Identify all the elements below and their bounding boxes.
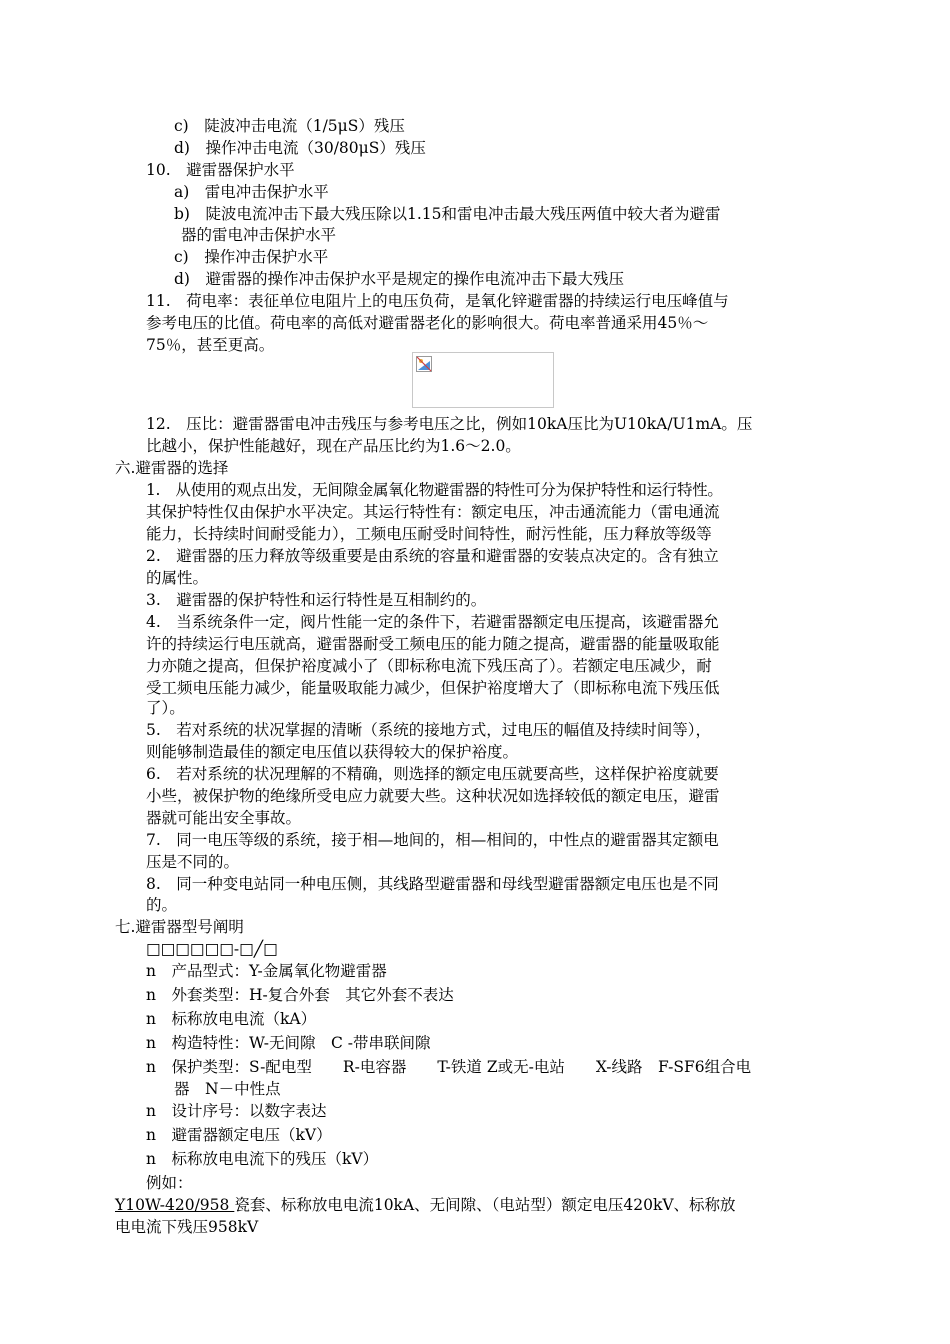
item-10-heading: 10. 避雷器保护水平: [146, 161, 295, 179]
line-a-lightning-level: a) 雷电冲击保护水平: [174, 183, 329, 201]
example-line-1: [115, 1195, 736, 1215]
line-d-switching-level: d) 避雷器的操作冲击保护水平是规定的操作电流冲击下最大残压: [174, 270, 624, 288]
sec6-item-3: 3. 避雷器的保护特性和运行特性是互相制约的。: [146, 591, 487, 609]
model-housing-type: n 外套类型：H-复合外套 其它外套不表达: [146, 986, 454, 1004]
sec6-item-5-cont: 则能够制造最佳的额定电压值以获得较大的保护裕度。: [146, 743, 519, 761]
sec6-item-4-cont-3: 受工频电压能力减少，能量吸取能力减少，但保护裕度增大了（即标称电流下残压低: [146, 679, 720, 697]
item-12-cont: 比越小，保护性能越好，现在产品压比约为1.6～2.0。: [146, 437, 521, 455]
sec6-item-6-cont-1: 小些，被保护物的绝缘所受电应力就要大些。这种状况如选择较低的额定电压，避雷: [146, 787, 720, 805]
model-pattern: □□□□□□-□╱□: [146, 940, 278, 958]
sec6-item-1: 1. 从使用的观点出发，无间隙金属氧化物避雷器的特性可分为保护特性和运行特性。: [146, 481, 723, 499]
item-11-cont-2: 75％，甚至更高。: [146, 336, 275, 354]
sec6-item-2: 2. 避雷器的压力释放等级重要是由系统的容量和避雷器的安装点决定的。含有独立: [146, 547, 719, 565]
model-rated-voltage: n 避雷器额定电压（kV）: [146, 1126, 332, 1144]
sec6-item-6: 6. 若对系统的状况理解的不精确，则选择的额定电压就要高些，这样保护裕度就要: [146, 765, 719, 783]
item-11-charge-rate: 11. 荷电率：表征单位电阻片上的电压负荷，是氧化锌避雷器的持续运行电压峰值与: [146, 292, 729, 310]
line-c-steep-wave: c) 陡波冲击电流（1/5μS）残压: [174, 117, 405, 135]
sec6-item-1-cont-2: 能力，长持续时间耐受能力），工频电压耐受时间特性，耐污性能，压力释放等级等: [146, 525, 712, 543]
line-d-switching: d) 操作冲击电流（30/80μS）残压: [174, 139, 426, 157]
section-6-heading: 六.避雷器的选择: [115, 459, 229, 477]
item-11-cont-1: 参考电压的比值。荷电率的高低对避雷器老化的影响很大。荷电率普通采用45％～: [146, 314, 709, 332]
sec6-item-2-cont: 的属性。: [146, 569, 209, 587]
line-b-steep-level: b) 陡波电流冲击下最大残压除以1.15和雷电冲击最大残压两值中较大者为避雷: [174, 205, 721, 223]
sec6-item-5: 5. 若对系统的状况掌握的清晰（系统的接地方式，过电压的幅值及持续时间等），: [146, 721, 712, 739]
sec6-item-1-cont-1: 其保护特性仅由保护水平决定。其运行特性有：额定电压，冲击通流能力（雷电通流: [146, 503, 720, 521]
sec6-item-4: 4. 当系统条件一定，阀片性能一定的条件下，若避雷器额定电压提高，该避雷器允: [146, 613, 719, 631]
section-7-heading: 七.避雷器型号阐明: [115, 918, 244, 936]
sec6-item-4-cont-2: 力亦随之提高，但保护裕度减小了（即标称电流下残压高了）。若额定电压减少，耐: [146, 657, 712, 675]
example-label: 例如：: [146, 1174, 193, 1192]
item-12-voltage-ratio: 12. 压比：避雷器雷电冲击残压与参考电压之比，例如10kA压比为U10kA/U1mA。压: [146, 415, 753, 433]
sec6-item-8-cont: 的。: [146, 896, 178, 914]
example-line-2: 电电流下残压958kV: [115, 1218, 259, 1236]
line-b-cont: 器的雷电冲击保护水平: [181, 226, 337, 244]
sec6-item-8: 8. 同一种变电站同一种电压侧，其线路型避雷器和母线型避雷器额定电压也是不同: [146, 875, 719, 893]
model-design-serial: n 设计序号：以数字表达: [146, 1102, 327, 1120]
sec6-item-7-cont: 压是不同的。: [146, 853, 240, 871]
sec6-item-7: 7. 同一电压等级的系统，接于相—地间的，相—相间的，中性点的避雷器其定额电: [146, 831, 719, 849]
line-c-switching-level: c) 操作冲击保护水平: [174, 248, 329, 266]
model-nominal-current: n 标称放电电流（kA）: [146, 1010, 317, 1028]
sec6-item-4-cont-4: 了）。: [146, 699, 185, 717]
example-description: 瓷套、标称放电电流10kA、无间隙、（电站型）额定电压420kV、标称放: [234, 1196, 736, 1214]
model-protection-type-cont: 器 N－中性点: [174, 1080, 281, 1098]
example-model-code: Y10W-420/958: [115, 1196, 235, 1214]
model-product-type: n 产品型式：Y-金属氧化物避雷器: [146, 962, 387, 980]
model-protection-type: n 保护类型：S-配电型 R-电容器 T-铁道 Z或无-电站 X-线路 F-SF6组合电: [146, 1058, 752, 1076]
sec6-item-6-cont-2: 器就可能出安全事故。: [146, 809, 302, 827]
model-structure: n 构造特性：W-无间隙 C -带串联间隙: [146, 1034, 431, 1052]
broken-image-icon: [416, 356, 432, 372]
broken-image-placeholder: [412, 352, 554, 408]
model-residual-voltage: n 标称放电电流下的残压（kV）: [146, 1150, 379, 1168]
sec6-item-4-cont-1: 许的持续运行电压就高，避雷器耐受工频电压的能力随之提高，避雷器的能量吸取能: [146, 635, 720, 653]
